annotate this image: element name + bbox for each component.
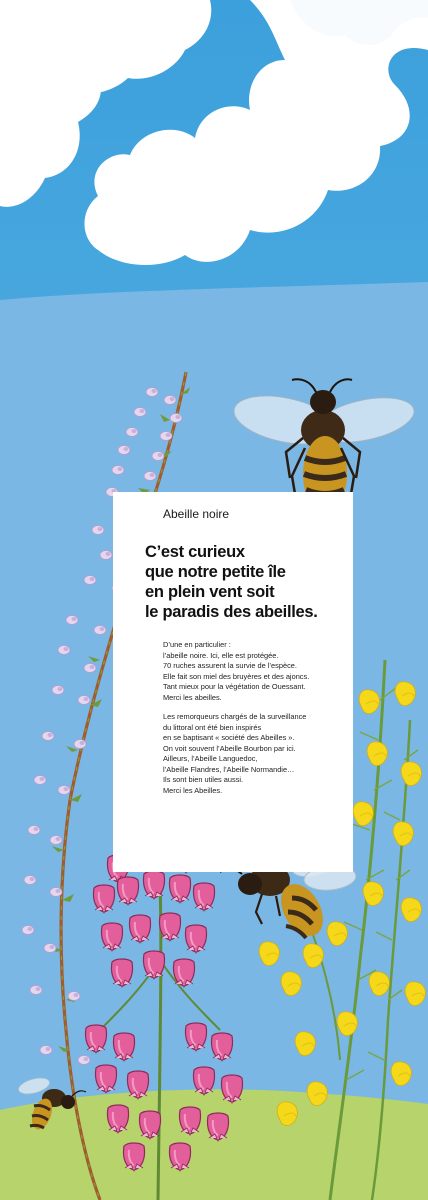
body-line: Les remorqueurs chargés de la surveillance: [163, 712, 307, 721]
panel-kicker: Abeille noire: [163, 507, 230, 521]
body-line: Ailleurs, l’Abeille Languedoc,: [163, 754, 258, 763]
headline-line-3: en plein vent soit: [145, 583, 275, 601]
body-paragraph-1: [163, 640, 348, 703]
body-line: Merci les Abeilles.: [163, 785, 223, 795]
body-line: 70 ruches assurent la survie de l’espèce.: [163, 661, 297, 670]
body-line: On voit souvent l’Abeille Bourbon par ici.: [163, 743, 296, 753]
body-line: D’une en particulier :: [163, 640, 231, 649]
headline-line-4: le paradis des abeilles.: [145, 603, 318, 621]
body-line: Ils sont bien utiles aussi.: [163, 775, 244, 784]
body-paragraph-2: [163, 712, 348, 796]
body-line: du littoral ont été bien inspirés: [163, 722, 262, 732]
body-line: Tant mieux pour la végétation de Ouessant.: [163, 682, 306, 691]
headline: [145, 542, 345, 622]
headline-line-1: C’est curieux: [145, 543, 245, 561]
body-line: en se baptisant « société des Abeilles ».: [163, 733, 295, 742]
text-panel: [113, 492, 353, 872]
body-line: l’abeille noire. Ici, elle est protégée.: [163, 650, 279, 660]
body-line: l’Abeille Flandres, l’Abeille Normandie…: [163, 764, 295, 774]
body-text: [163, 640, 348, 805]
body-line: Merci les abeilles.: [163, 692, 222, 702]
body-line: Elle fait son miel des bruyères et des ajoncs.: [163, 671, 310, 681]
headline-line-2: que notre petite île: [145, 563, 286, 581]
